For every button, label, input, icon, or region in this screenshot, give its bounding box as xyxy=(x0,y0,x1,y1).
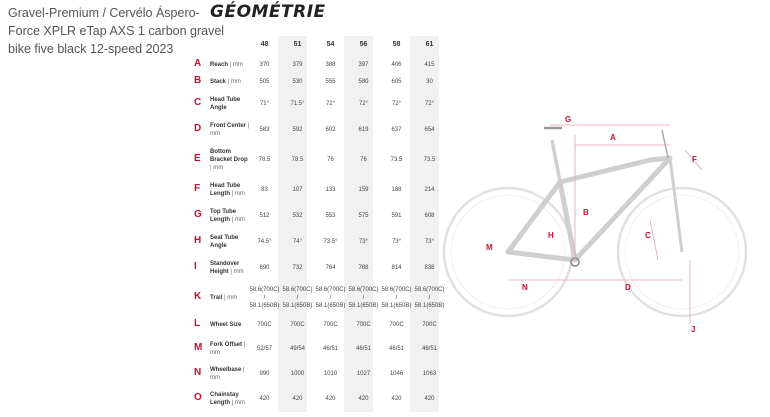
diagram-label-m: M xyxy=(486,243,493,252)
row-unit: mm xyxy=(210,349,220,356)
row-unit: mm xyxy=(213,164,224,171)
row-label: Standover Height | mm xyxy=(210,261,244,275)
geometry-cell: 58.6(700C) / 58.1(650B) xyxy=(414,287,445,309)
geometry-cell: 83 xyxy=(261,187,268,193)
size-header: 56 xyxy=(359,41,368,48)
row-letter: K xyxy=(194,291,202,302)
size-header: 58 xyxy=(392,41,401,48)
row-label: Bottom Bracket Drop | mm xyxy=(210,148,248,171)
product-title xyxy=(8,4,225,58)
geometry-cell: 700C xyxy=(389,322,404,328)
geometry-cell: 415 xyxy=(424,61,435,68)
geometry-cell: 637 xyxy=(391,126,402,133)
diagram-label-c: C xyxy=(645,231,651,240)
row-label-text: Standover Height xyxy=(210,261,240,275)
geometry-row-l xyxy=(190,315,450,335)
row-letter: E xyxy=(194,152,201,164)
geometry-row-k xyxy=(190,281,450,315)
row-letter: O xyxy=(194,392,202,403)
geometry-cell: 78.5 xyxy=(291,156,304,163)
geometry-cell: 1000 xyxy=(290,371,305,377)
row-letter: N xyxy=(194,367,202,378)
geometry-cell: 591 xyxy=(391,213,402,219)
row-label: Reach | mm xyxy=(210,61,243,68)
geometry-heading: GÉOMÉTRIE xyxy=(210,2,326,22)
row-unit: mm xyxy=(234,400,245,406)
geometry-cell: 107 xyxy=(292,187,303,193)
diagram-label-a: A xyxy=(610,133,616,142)
geometry-cell: 46/51 xyxy=(322,345,338,352)
title-line-3: bike five black 12-speed 2023 xyxy=(8,42,174,56)
size-header: 61 xyxy=(425,41,434,48)
row-letter: L xyxy=(194,318,201,329)
geometry-cell: 73° xyxy=(424,239,435,245)
geometry-cell: 814 xyxy=(391,265,402,271)
geometry-cell: 764 xyxy=(325,265,336,271)
geometry-cell: 602 xyxy=(325,126,336,133)
geometry-cell: 420 xyxy=(358,396,369,402)
row-unit: mm xyxy=(234,217,245,223)
row-label: Trail | mm xyxy=(210,295,238,301)
geometry-cell: 71.5° xyxy=(290,100,305,107)
row-label-text: Fork Offset xyxy=(210,341,243,348)
geometry-cell: 72° xyxy=(391,100,402,107)
row-letter: G xyxy=(194,209,202,220)
geometry-row-c xyxy=(190,90,450,117)
geometry-cell: 379 xyxy=(292,61,303,68)
geometry-row-g xyxy=(190,203,450,229)
row-label xyxy=(210,321,250,329)
geometry-cell: 553 xyxy=(325,213,336,219)
geometry-cell: 838 xyxy=(424,265,435,271)
row-label: Top Tube Length | mm xyxy=(210,209,245,223)
row-letter: D xyxy=(194,122,202,134)
geometry-cell: 58.6(700C) / 58.1(650B) xyxy=(381,287,412,309)
geometry-cell: 1046 xyxy=(389,371,404,377)
geometry-cell: 188 xyxy=(391,187,402,193)
geometry-row-n xyxy=(190,362,450,386)
row-label-text: Top Tube Length xyxy=(210,209,237,223)
geometry-cell: 420 xyxy=(259,396,270,402)
geometry-cell: 605 xyxy=(391,78,402,85)
row-label-text: Stack xyxy=(210,78,227,85)
geometry-cell: 700C xyxy=(356,322,371,328)
geometry-row-a xyxy=(190,56,450,73)
geometry-cell: 990 xyxy=(259,371,270,377)
row-unit: mm xyxy=(210,130,220,137)
geometry-cell: 700C xyxy=(323,322,338,328)
geometry-cell: 1063 xyxy=(422,371,437,377)
geometry-cell: 76 xyxy=(360,156,367,163)
geometry-cell: 46/51 xyxy=(421,345,437,352)
row-unit: mm xyxy=(230,78,241,85)
geometry-cell: 530 xyxy=(292,78,303,85)
geometry-cell: 58.6(700C) / 58.1(650B) xyxy=(315,287,346,309)
geometry-cell: 690 xyxy=(259,265,270,271)
geometry-row-i xyxy=(190,255,450,281)
diagram-label-f: F xyxy=(692,155,697,164)
geometry-cell: 1027 xyxy=(356,371,371,377)
geometry-cell: 73° xyxy=(358,239,369,245)
geometry-cell: 49/54 xyxy=(289,345,305,352)
seat-tube xyxy=(552,140,575,260)
geometry-row-b xyxy=(190,73,450,90)
row-letter: H xyxy=(194,235,202,246)
diagram-label-b: B xyxy=(583,208,589,217)
fork xyxy=(670,158,682,252)
geometry-cell: 72° xyxy=(358,100,369,107)
row-unit: mm xyxy=(210,375,220,381)
geometry-cell: 420 xyxy=(292,396,303,402)
geometry-cell: 700C xyxy=(290,322,305,328)
geometry-cell: 420 xyxy=(391,396,402,402)
geometry-row-o xyxy=(190,386,450,412)
row-label-text: Bottom Bracket Drop xyxy=(210,148,248,163)
geometry-row-d xyxy=(190,117,450,142)
row-letter: F xyxy=(194,183,201,194)
row-label-text: Seat Tube Angle xyxy=(210,235,239,249)
geometry-cell: 46/51 xyxy=(388,345,404,352)
geometry-cell: 388 xyxy=(325,61,336,68)
geometry-cell: 73° xyxy=(391,239,402,245)
row-letter: M xyxy=(194,341,203,353)
row-label-text: Wheelbase xyxy=(210,367,242,373)
geometry-cell: 133 xyxy=(325,187,336,193)
bike-geometry-diagram xyxy=(440,110,760,340)
geometry-cell: 78.5 xyxy=(258,156,271,163)
geometry-cell: 74.5° xyxy=(257,239,272,245)
row-label-text: Chainstay Length xyxy=(210,392,239,406)
geometry-cell: 159 xyxy=(358,187,369,193)
row-unit: mm xyxy=(233,269,244,275)
geometry-cell: 420 xyxy=(325,396,336,402)
row-letter: I xyxy=(194,261,197,272)
diagram-label-h: H xyxy=(548,231,554,240)
geometry-cell: 397 xyxy=(358,61,369,68)
row-label-text: Head Tube Length xyxy=(210,183,241,197)
row-unit: mm xyxy=(227,295,238,301)
geometry-row-m xyxy=(190,335,450,362)
row-label: Fork Offset | mm xyxy=(210,341,246,356)
row-label-text: Reach xyxy=(210,61,229,68)
row-label xyxy=(210,96,250,112)
geometry-cell: 583 xyxy=(259,126,270,133)
geometry-cell: 73.5 xyxy=(390,156,403,163)
geometry-cell: 1010 xyxy=(323,371,338,377)
row-label: Wheelbase | mm xyxy=(210,367,245,381)
title-line-2: Force XPLR eTap AXS 1 carbon gravel xyxy=(8,24,225,38)
geometry-cell: 214 xyxy=(424,187,435,193)
title-line-1: Gravel-Premium / Cervélo Áspero- xyxy=(8,6,200,20)
geometry-cell: 575 xyxy=(358,213,369,219)
geometry-cell: 512 xyxy=(259,213,270,219)
geometry-cell: 555 xyxy=(325,78,336,85)
geometry-row-h xyxy=(190,229,450,255)
geometry-cell: 608 xyxy=(424,213,435,219)
geometry-cell: 654 xyxy=(424,126,435,133)
geometry-cell: 72° xyxy=(325,100,336,107)
geometry-cell: 72° xyxy=(424,100,435,107)
row-unit: mm xyxy=(234,191,245,197)
row-label: Head Tube Length | mm xyxy=(210,183,245,197)
size-header: 48 xyxy=(260,41,269,48)
geometry-cell: 592 xyxy=(292,126,303,133)
geometry-cell: 73.5 xyxy=(423,156,436,163)
row-label: Chainstay Length | mm xyxy=(210,392,245,406)
geometry-cell: 406 xyxy=(391,61,402,68)
row-letter: C xyxy=(194,96,202,108)
geometry-cell: 30 xyxy=(426,78,433,85)
diagram-label-n: N xyxy=(522,283,528,292)
frame xyxy=(508,158,670,260)
geometry-cell: 700C xyxy=(257,322,272,328)
diagram-label-j: J xyxy=(691,325,696,334)
geometry-cell: 58.6(700C) / 58.1(650B) xyxy=(249,287,280,309)
row-label-text: Front Center xyxy=(210,122,246,129)
steerer xyxy=(662,130,668,158)
geometry-cell: 700C xyxy=(422,322,437,328)
geometry-cell: 74° xyxy=(292,239,303,245)
row-label: Front Center | mm xyxy=(210,122,250,137)
geometry-cell: 58.6(700C) / 58.1(650B) xyxy=(348,287,379,309)
geometry-cell: 788 xyxy=(358,265,369,271)
row-label-text: Trail xyxy=(210,295,223,301)
geometry-cell: 619 xyxy=(358,126,369,133)
geometry-cell: 46/51 xyxy=(355,345,371,352)
row-label-text: Wheel Size xyxy=(210,322,242,328)
geometry-row-f xyxy=(190,177,450,203)
row-label-text: Head Tube Angle xyxy=(210,96,241,111)
diagram-label-d: D xyxy=(625,283,631,292)
row-letter: B xyxy=(194,74,202,86)
row-label: Stack | mm xyxy=(210,78,241,85)
geometry-row-e xyxy=(190,142,450,177)
diagram-label-g: G xyxy=(565,115,572,124)
row-unit: mm xyxy=(232,61,243,68)
geometry-cell: 532 xyxy=(292,213,303,219)
geometry-cell: 732 xyxy=(292,265,303,271)
geometry-cell: 52/57 xyxy=(256,345,272,352)
row-label xyxy=(210,234,250,250)
size-header: 51 xyxy=(293,41,302,48)
geometry-cell: 58.6(700C) / 58.1(650B) xyxy=(282,287,313,309)
geometry-cell: 76 xyxy=(327,156,334,163)
geometry-cell: 505 xyxy=(259,78,270,85)
geometry-cell: 370 xyxy=(259,61,270,68)
geometry-cell: 420 xyxy=(424,396,435,402)
geometry-cell: 580 xyxy=(358,78,369,85)
row-letter: A xyxy=(194,57,202,69)
size-header: 54 xyxy=(326,41,335,48)
geometry-cell: 71° xyxy=(259,100,270,107)
geometry-cell: 73.5° xyxy=(323,239,338,245)
